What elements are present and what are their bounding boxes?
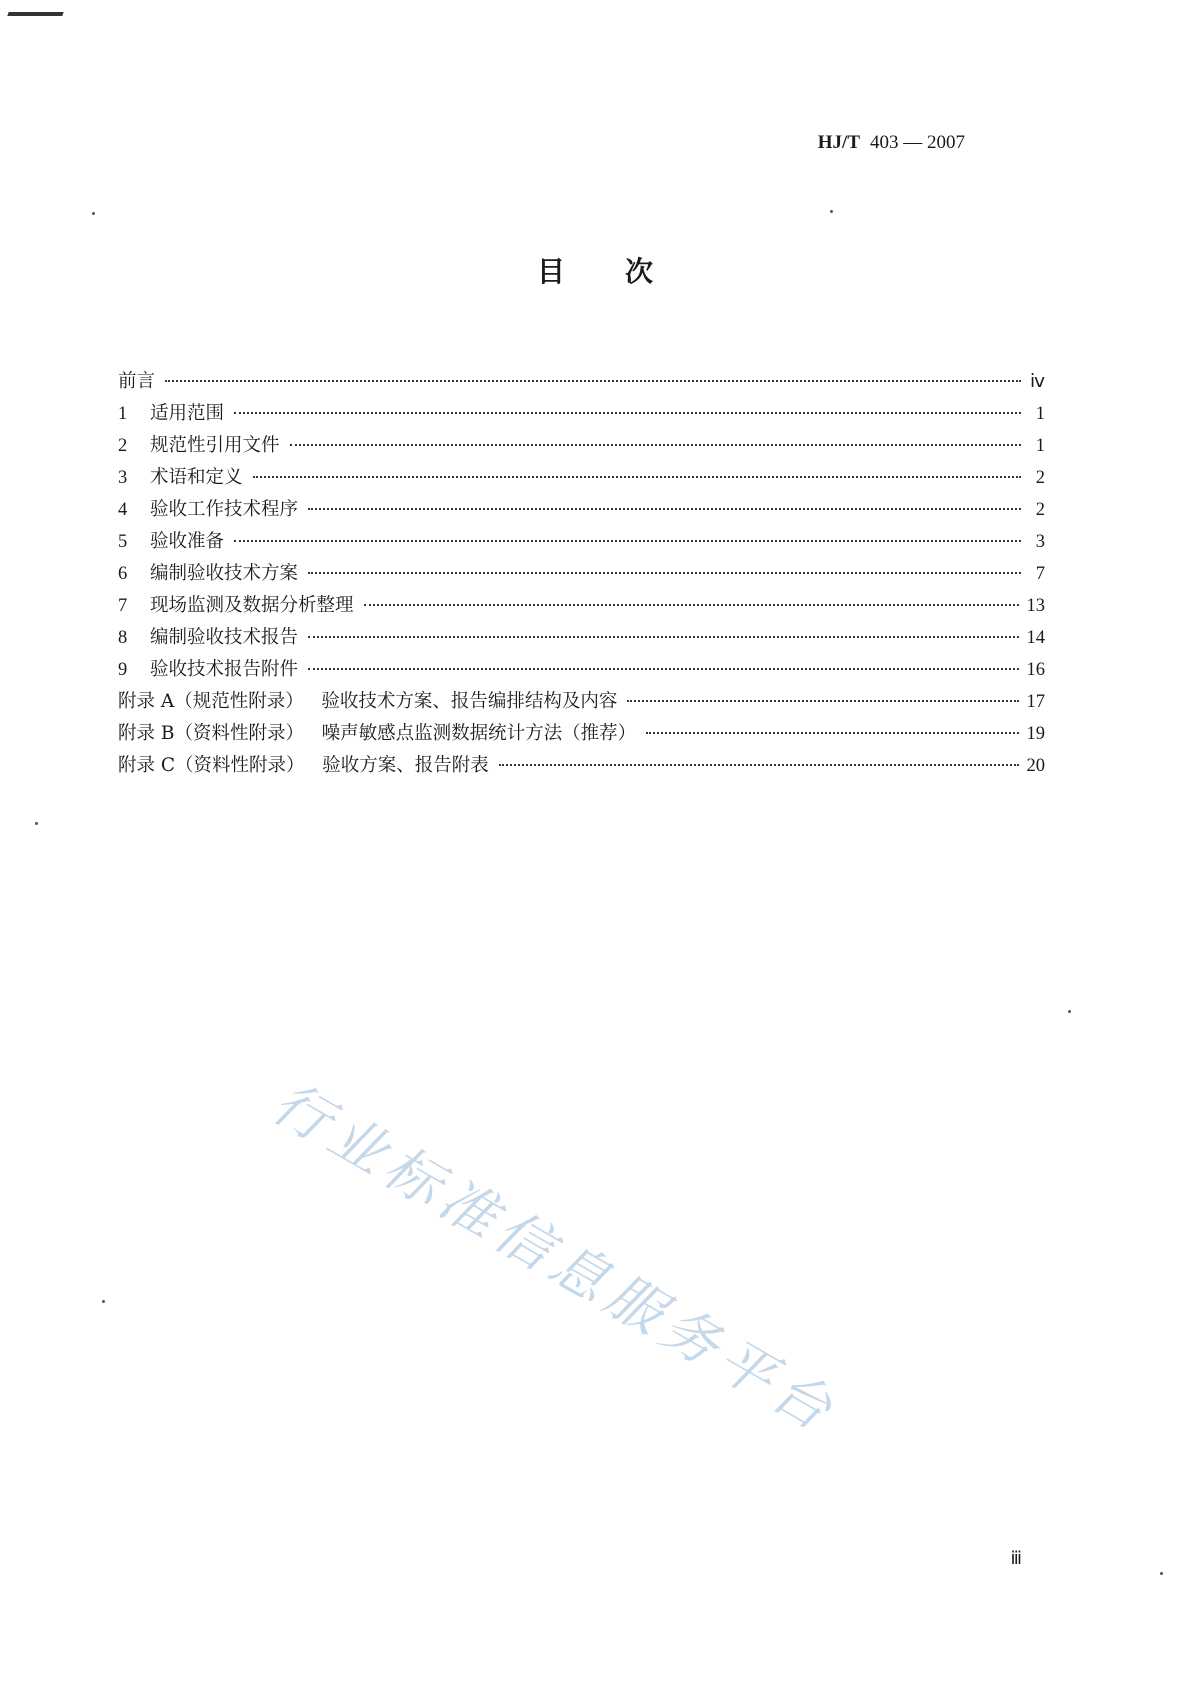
toc-entry-page: 19 [1026, 724, 1045, 744]
standard-code [818, 132, 965, 154]
toc-entry[interactable] [118, 623, 1045, 655]
page-number: ⅲ [1010, 1548, 1022, 1568]
toc-entry-page: 3 [1035, 532, 1045, 552]
toc-entry-page: 2 [1035, 500, 1045, 520]
toc-entry-page: 2 [1035, 468, 1045, 488]
toc-entry[interactable] [118, 399, 1045, 431]
toc-entry[interactable] [118, 463, 1045, 495]
toc-leader-dots [308, 508, 1021, 510]
toc-leader-dots [364, 604, 1019, 606]
scan-speck [35, 822, 38, 825]
toc-leader-dots [627, 700, 1018, 702]
toc-leader-dots [165, 380, 1021, 382]
standard-number: 403 — 2007 [870, 132, 965, 153]
toc-entry-appendix-label: 附录 A（规范性附录） [118, 691, 322, 712]
toc-entry-page: 14 [1026, 628, 1045, 648]
toc-entry-title: 现场监测及数据分析整理 [150, 595, 354, 616]
toc-entry[interactable] [118, 687, 1045, 719]
toc-leader-dots [308, 636, 1018, 638]
toc-entry-number: 8 [118, 628, 128, 648]
toc-entry-appendix-label: 附录 B（资料性附录） [118, 723, 322, 744]
toc-entry-page: 20 [1026, 756, 1045, 776]
toc-entry-number: 7 [118, 596, 128, 616]
toc-entry-appendix-label: 附录 C（资料性附录） [118, 755, 323, 776]
toc-entry[interactable] [118, 719, 1045, 751]
toc-entry-number: 5 [118, 532, 128, 552]
toc-entry[interactable] [118, 559, 1045, 591]
toc-entry-title: 术语和定义 [150, 467, 243, 488]
toc-leader-dots [290, 444, 1021, 446]
toc-leader-dots [253, 476, 1021, 478]
toc-entry-title: 验收技术报告附件 [150, 659, 299, 680]
standard-prefix: HJ/T [817, 132, 860, 153]
toc-entry[interactable] [118, 591, 1045, 623]
scan-speck [1160, 1572, 1163, 1575]
scan-speck [92, 212, 95, 215]
toc-entry-page: 1 [1035, 436, 1045, 456]
toc-entry-title: 前言 [118, 371, 156, 392]
toc-entry[interactable] [118, 655, 1045, 687]
toc-entry-number: 1 [118, 404, 128, 424]
toc-entry-title: 验收方案、报告附表 [322, 755, 489, 776]
toc-entry-title: 编制验收技术方案 [150, 563, 299, 584]
toc-leader-dots [646, 732, 1018, 734]
toc-entry-number: 9 [118, 660, 128, 680]
toc-leader-dots [308, 572, 1021, 574]
toc-leader-dots [499, 764, 1019, 766]
toc-entry-number: 4 [118, 500, 128, 520]
toc-leader-dots [234, 412, 1021, 414]
toc-entry-page: 16 [1026, 660, 1045, 680]
toc-entry[interactable] [118, 431, 1045, 463]
toc-entry-title: 验收准备 [150, 531, 225, 552]
toc-entry-number: 3 [118, 468, 128, 488]
toc-entry-page: 1 [1035, 404, 1045, 424]
toc-entry-title: 验收技术方案、报告编排结构及内容 [321, 691, 618, 712]
page-title: 目次 [536, 255, 713, 288]
toc-entry-title: 规范性引用文件 [150, 435, 280, 456]
toc-entry-number: 6 [118, 564, 128, 584]
scan-speck [102, 1300, 105, 1303]
toc-entry[interactable] [118, 495, 1045, 527]
toc-entry[interactable] [118, 527, 1045, 559]
toc-entry-page: 17 [1026, 692, 1045, 712]
toc-entry-title: 编制验收技术报告 [150, 627, 299, 648]
toc-entry-title: 噪声敏感点监测数据统计方法（推荐） [321, 723, 637, 744]
toc-entry[interactable] [118, 751, 1045, 783]
toc-entry-page: 7 [1035, 564, 1045, 584]
toc-entry-title: 验收工作技术程序 [150, 499, 299, 520]
watermark-text: 行业标准信息服务平台 [261, 1070, 849, 1447]
toc-entry-number: 2 [118, 436, 128, 456]
toc-leader-dots [308, 668, 1018, 670]
scan-speck [1068, 1010, 1071, 1013]
scan-speck [830, 210, 833, 213]
toc-entry-page: ⅳ [1029, 372, 1045, 392]
toc-entry-title: 适用范围 [150, 403, 225, 424]
toc-entry[interactable] [118, 367, 1045, 399]
scan-edge-mark [7, 12, 63, 16]
toc-leader-dots [234, 540, 1021, 542]
table-of-contents [118, 367, 1045, 783]
toc-entry-page: 13 [1026, 596, 1045, 616]
